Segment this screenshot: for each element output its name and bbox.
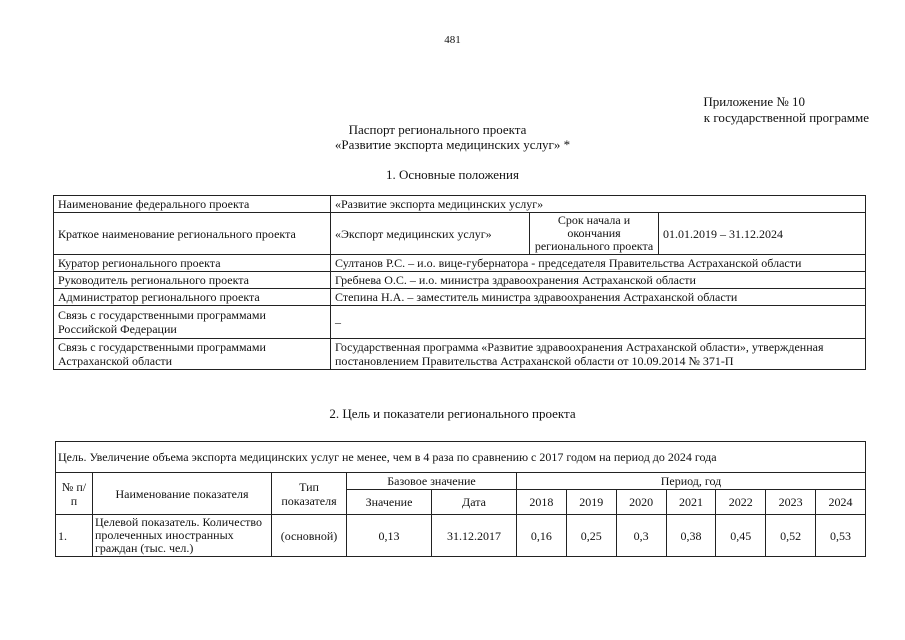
header-base-date: Дата bbox=[432, 490, 517, 515]
table-row bbox=[54, 213, 866, 255]
cell-base-date: 31.12.2017 bbox=[432, 515, 517, 557]
cell-base-value: 0,13 bbox=[347, 515, 432, 557]
header-base: Базовое значение bbox=[347, 473, 517, 490]
row-label: Наименование федерального проекта bbox=[54, 196, 331, 213]
appendix-number: Приложение № 10 bbox=[703, 94, 805, 109]
row-value: Гребнева О.С. – и.о. министра здравоохранения Астраханской области bbox=[331, 272, 866, 289]
cell-num: 1. bbox=[56, 515, 93, 557]
term-label bbox=[530, 213, 659, 255]
header-year: 2021 bbox=[666, 490, 716, 515]
row-value: «Развитие экспорта медицинских услуг» bbox=[331, 196, 866, 213]
table-row bbox=[54, 306, 866, 339]
cell-year-value: 0,45 bbox=[716, 515, 766, 557]
term-value: 01.01.2019 – 31.12.2024 bbox=[659, 213, 866, 255]
page-number: 481 bbox=[444, 34, 461, 46]
header-year: 2024 bbox=[816, 490, 866, 515]
row-label: Связь с государственными программами Российской Федерации bbox=[54, 306, 331, 339]
row-label: Руководитель регионального проекта bbox=[54, 272, 331, 289]
row-value: «Экспорт медицинских услуг» bbox=[331, 213, 530, 255]
row-label: Связь с государственными программами Астраханской области bbox=[54, 339, 331, 370]
row-value: Степина Н.А. – заместитель министра здравоохранения Астраханской области bbox=[331, 289, 866, 306]
term-label-line1: Срок начала и bbox=[557, 213, 631, 227]
passport-title-line2: «Развитие экспорта медицинских услуг» * bbox=[334, 137, 571, 152]
header-row bbox=[56, 473, 866, 490]
table-row bbox=[54, 272, 866, 289]
cell-year-value: 0,38 bbox=[666, 515, 716, 557]
header-year: 2019 bbox=[566, 490, 616, 515]
table-row bbox=[56, 442, 866, 473]
cell-type: (основной) bbox=[272, 515, 347, 557]
header-year: 2018 bbox=[517, 490, 567, 515]
header-indicator: Наименование показателя bbox=[93, 473, 272, 515]
row-label: Администратор регионального проекта bbox=[54, 289, 331, 306]
row-value: Султанов Р.С. – и.о. вице-губернатора - председателя Правительства Астраханской области bbox=[331, 255, 866, 272]
row-value: – bbox=[331, 306, 866, 339]
header-num: № п/п bbox=[56, 473, 93, 515]
section-2-title: 2. Цель и показатели регионального проекта bbox=[329, 406, 576, 421]
header-period: Период, год bbox=[517, 473, 866, 490]
cell-year-value: 0,53 bbox=[816, 515, 866, 557]
appendix-program: к государственной программе bbox=[703, 110, 869, 125]
cell-year-value: 0,16 bbox=[517, 515, 567, 557]
cell-year-value: 0,3 bbox=[616, 515, 666, 557]
section-1-title: 1. Основные положения bbox=[386, 167, 519, 182]
header-year: 2023 bbox=[766, 490, 816, 515]
table-row bbox=[56, 515, 866, 557]
table-row bbox=[54, 339, 866, 370]
cell-year-value: 0,25 bbox=[566, 515, 616, 557]
passport-title bbox=[0, 122, 905, 152]
passport-title-line1: Паспорт регионального проекта bbox=[348, 122, 527, 137]
row-label: Куратор регионального проекта bbox=[54, 255, 331, 272]
header-base-value: Значение bbox=[347, 490, 432, 515]
table-row bbox=[54, 289, 866, 306]
cell-year-value: 0,52 bbox=[766, 515, 816, 557]
table-row bbox=[54, 196, 866, 213]
indicators-table bbox=[55, 441, 866, 557]
cell-indicator: Целевой показатель. Количество пролеченных иностранных граждан (тыс. чел.) bbox=[93, 515, 272, 557]
goal-cell: Цель. Увеличение объема экспорта медицинских услуг не менее, чем в 4 раза по сравнению с 2017 годом на период до 2024 года bbox=[56, 442, 866, 473]
row-value: Государственная программа «Развитие здравоохранения Астраханской области», утвержденная постановлением Правительства Астраханской области от 10.09.2014 № 371-П bbox=[331, 339, 866, 370]
header-year: 2022 bbox=[716, 490, 766, 515]
header-year: 2020 bbox=[616, 490, 666, 515]
table-row bbox=[54, 255, 866, 272]
main-provisions-table bbox=[53, 195, 866, 370]
row-label: Краткое наименование регионального проекта bbox=[54, 213, 331, 255]
term-label-line2: окончания регионального проекта bbox=[534, 226, 654, 253]
header-type: Тип показателя bbox=[272, 473, 347, 515]
